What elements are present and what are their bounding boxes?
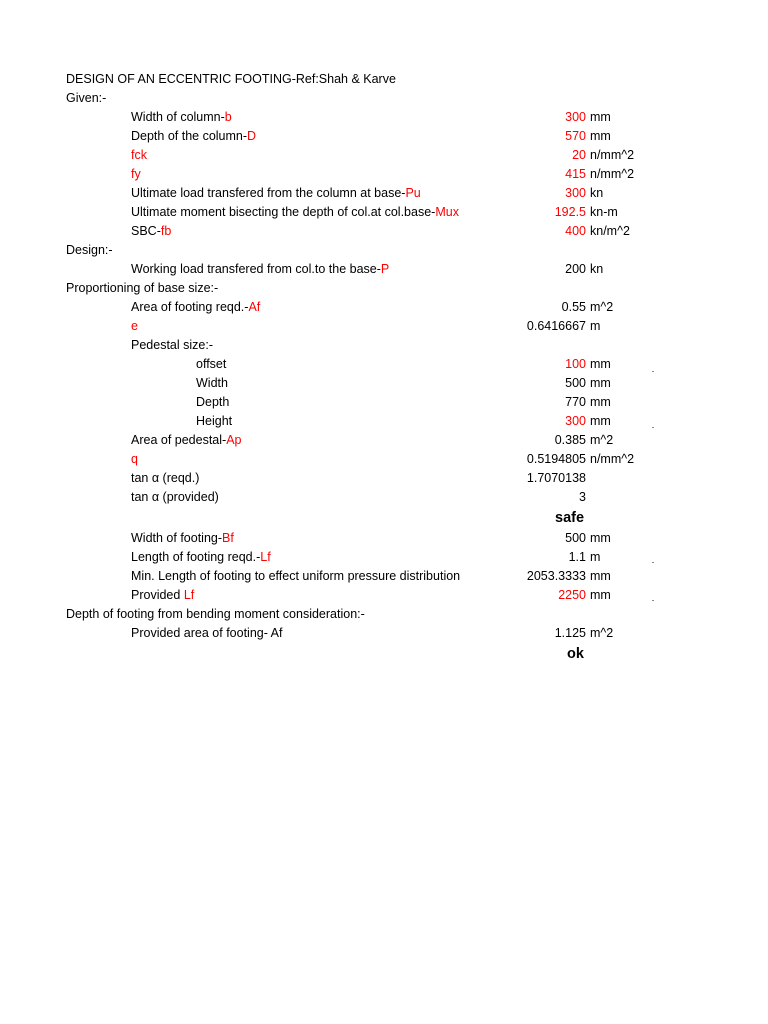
row-value: 400 [565,224,586,238]
section-depth-bm [0,605,768,624]
row-value: 300 [565,110,586,124]
pedestal-row-depth [0,393,768,412]
row-value: 20 [572,148,586,162]
row-label: fy [131,167,141,181]
row-unit: m^2 [590,626,614,640]
given-row-width-column [0,108,768,127]
prop-row-e [0,317,768,336]
row-value: 570 [565,129,586,143]
safe-status: safe [555,510,585,526]
row-label: Width of footing-Bf [131,531,234,545]
row-label: Area of pedestal-Ap [131,433,242,447]
row-label: Ultimate moment bisecting the depth of col.at col.base-Mux [131,205,459,219]
prop-row-safe [0,507,768,529]
row-unit: m^2 [590,300,614,314]
row-unit: mm [590,414,611,428]
row-value: 415 [565,167,586,181]
given-row-sbc [0,222,768,241]
row-value: 2250 [558,588,586,602]
row-label: Working load transfered from col.to the base-P [131,262,390,276]
row-value: 500 [565,376,586,390]
row-label: Width of column-b [131,110,232,124]
row-value: 770 [565,395,586,409]
given-row-fy [0,165,768,184]
row-value: 1.7070138 [526,471,586,485]
prop-row-min-length [0,567,768,586]
row-label: offset [196,357,227,371]
row-value: 192.5 [554,205,586,219]
prop-row-tan-provided [0,488,768,507]
row-label: tan α (reqd.) [131,471,200,485]
margin-speck [652,562,654,563]
row-unit: m [590,550,601,564]
row-label: Min. Length of footing to effect uniform pressure distribution [131,569,461,583]
row-label: Depth of the column-D [131,129,257,143]
prop-row-pedestal-size [0,336,768,355]
row-label: SBC-fb [131,224,172,238]
row-unit: kn-m [590,205,618,219]
row-label: e [131,319,138,333]
row-value: 1.1 [568,550,586,564]
row-unit: mm [590,531,611,545]
pedestal-row-width [0,374,768,393]
row-unit: mm [590,395,611,409]
row-unit: mm [590,569,611,583]
given-row-depth-column [0,127,768,146]
row-unit: mm [590,376,611,390]
row-value: 200 [565,262,586,276]
section-heading: Design:- [66,243,113,257]
prop-row-provided-lf [0,586,768,605]
row-unit: n/mm^2 [590,148,635,162]
row-value: 0.385 [554,433,586,447]
row-label: Area of footing reqd.-Af [131,300,261,314]
margin-speck [652,600,654,601]
prop-row-length-reqd [0,548,768,567]
section-heading: Given:- [66,91,107,105]
row-value: 0.6416667 [526,319,586,333]
row-label: Pedestal size:- [131,338,213,352]
section-heading: Depth of footing from bending moment consideration:- [66,607,365,621]
row-unit: mm [590,357,611,371]
row-label: Length of footing reqd.-Lf [131,550,271,564]
row-unit: kn/m^2 [590,224,630,238]
bm-row-ok [0,643,768,665]
row-value: 300 [565,414,586,428]
given-row-pu [0,184,768,203]
page-title: DESIGN OF AN ECCENTRIC FOOTING-Ref:Shah & Karve [66,72,396,86]
row-unit: mm [590,588,611,602]
row-value: 0.55 [561,300,586,314]
section-heading: Proportioning of base size:- [66,281,219,295]
row-unit: kn [590,262,604,276]
row-label: Provided area of footing- Af [131,626,283,640]
prop-row-area-pedestal [0,431,768,450]
section-given [0,89,768,108]
row-label: Height [196,414,233,428]
row-unit: kn [590,186,604,200]
margin-speck [652,427,654,428]
row-value: 2053.3333 [526,569,586,583]
row-label: tan α (provided) [131,490,219,504]
row-unit: n/mm^2 [590,452,635,466]
row-unit: n/mm^2 [590,167,635,181]
row-value: 500 [565,531,586,545]
row-unit: mm [590,129,611,143]
row-unit: m [590,319,601,333]
design-row-working-load [0,260,768,279]
bm-row-provided-area [0,624,768,643]
row-label: q [131,452,138,466]
row-value: 0.5194805 [526,452,586,466]
section-design [0,241,768,260]
row-label: Ultimate load transfered from the column at base-Pu [131,186,421,200]
pedestal-row-height [0,412,768,431]
margin-speck [652,371,654,372]
ok-status: ok [567,646,584,662]
prop-row-q [0,450,768,469]
given-row-fck [0,146,768,165]
row-label: Depth [196,395,230,409]
row-label: Width [196,376,228,390]
row-value: 3 [579,490,586,504]
given-row-mux [0,203,768,222]
row-label: Provided Lf [131,588,195,602]
row-value: 100 [565,357,586,371]
row-value: 1.125 [554,626,586,640]
title-row [0,70,768,89]
section-proportioning [0,279,768,298]
row-unit: m^2 [590,433,614,447]
row-unit: mm [590,110,611,124]
prop-row-tan-reqd [0,469,768,488]
row-label: fck [131,148,147,162]
prop-row-area-reqd [0,298,768,317]
prop-row-width-footing [0,529,768,548]
row-value: 300 [565,186,586,200]
